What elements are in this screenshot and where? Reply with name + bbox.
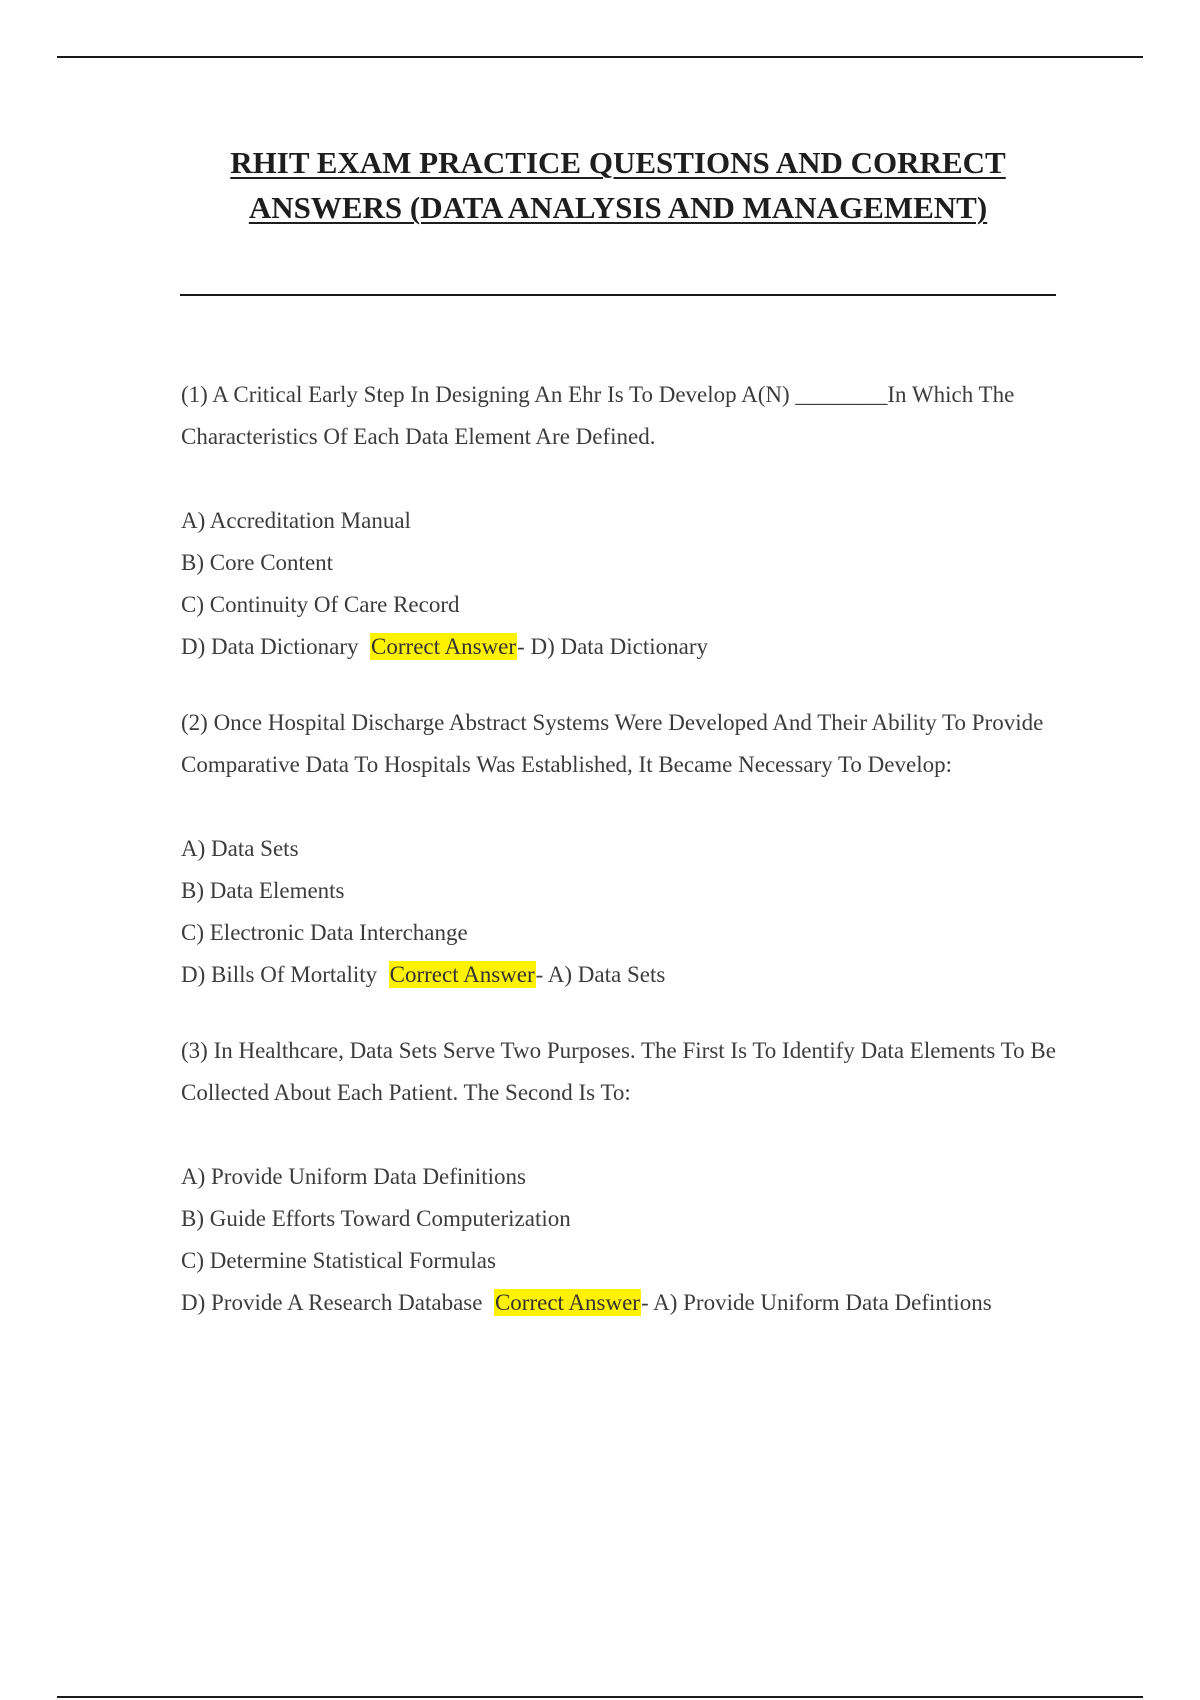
- option-item: C) Electronic Data Interchange: [181, 920, 468, 945]
- correct-answer-value: - A) Provide Uniform Data Defintions: [640, 1290, 992, 1315]
- document-title: RHIT EXAM PRACTICE QUESTIONS AND CORRECT ANSWERS (DATA ANALYSIS AND MANAGEMENT): [230, 145, 1006, 225]
- correct-answer-value: - D) Data Dictionary: [517, 634, 708, 659]
- option-text: D) Bills Of Mortality: [181, 962, 378, 987]
- question-text: (1) A Critical Early Step In Designing An Ehr Is To Develop A(N) ________In Which The Characteristics Of Each Data Element Are Defined.: [181, 382, 1015, 449]
- options-list: [181, 828, 1061, 996]
- question-block-2: [181, 702, 1061, 996]
- correct-answer-label: Correct Answer: [494, 1290, 640, 1315]
- question-text: (3) In Healthcare, Data Sets Serve Two Purposes. The First Is To Identify Data Elements To Be Collected About Each Patient. The Second Is To:: [181, 1038, 1056, 1105]
- title-divider: [180, 294, 1056, 296]
- option-text: D) Data Dictionary: [181, 634, 359, 659]
- option-item: C) Determine Statistical Formulas: [181, 1248, 496, 1273]
- correct-answer-label: Correct Answer: [389, 962, 535, 987]
- option-item-with-answer: [181, 626, 1061, 668]
- page-bottom-rule: [57, 1696, 1143, 1698]
- question-block-1: [181, 374, 1061, 668]
- question-block-3: [181, 1030, 1061, 1324]
- option-item: B) Guide Efforts Toward Computerization: [181, 1206, 571, 1231]
- option-item: A) Accreditation Manual: [181, 508, 411, 533]
- option-item: A) Provide Uniform Data Definitions: [181, 1164, 526, 1189]
- options-list: [181, 1156, 1061, 1324]
- correct-answer-label: Correct Answer: [371, 634, 517, 659]
- correct-answer-value: - A) Data Sets: [535, 962, 666, 987]
- page-top-rule: [57, 56, 1143, 58]
- option-item-with-answer: [181, 954, 1061, 996]
- option-item-with-answer: [181, 1282, 1061, 1324]
- option-item: A) Data Sets: [181, 836, 299, 861]
- options-list: [181, 500, 1061, 668]
- option-item: B) Core Content: [181, 550, 334, 575]
- option-text: D) Provide A Research Database: [181, 1290, 483, 1315]
- questions-list: [181, 374, 1061, 1358]
- question-text: (2) Once Hospital Discharge Abstract Systems Were Developed And Their Ability To Provide Comparative Data To Hospitals Was Established, It Became Necessary To Develop:: [181, 710, 1044, 777]
- option-item: B) Data Elements: [181, 878, 345, 903]
- option-item: C) Continuity Of Care Record: [181, 592, 460, 617]
